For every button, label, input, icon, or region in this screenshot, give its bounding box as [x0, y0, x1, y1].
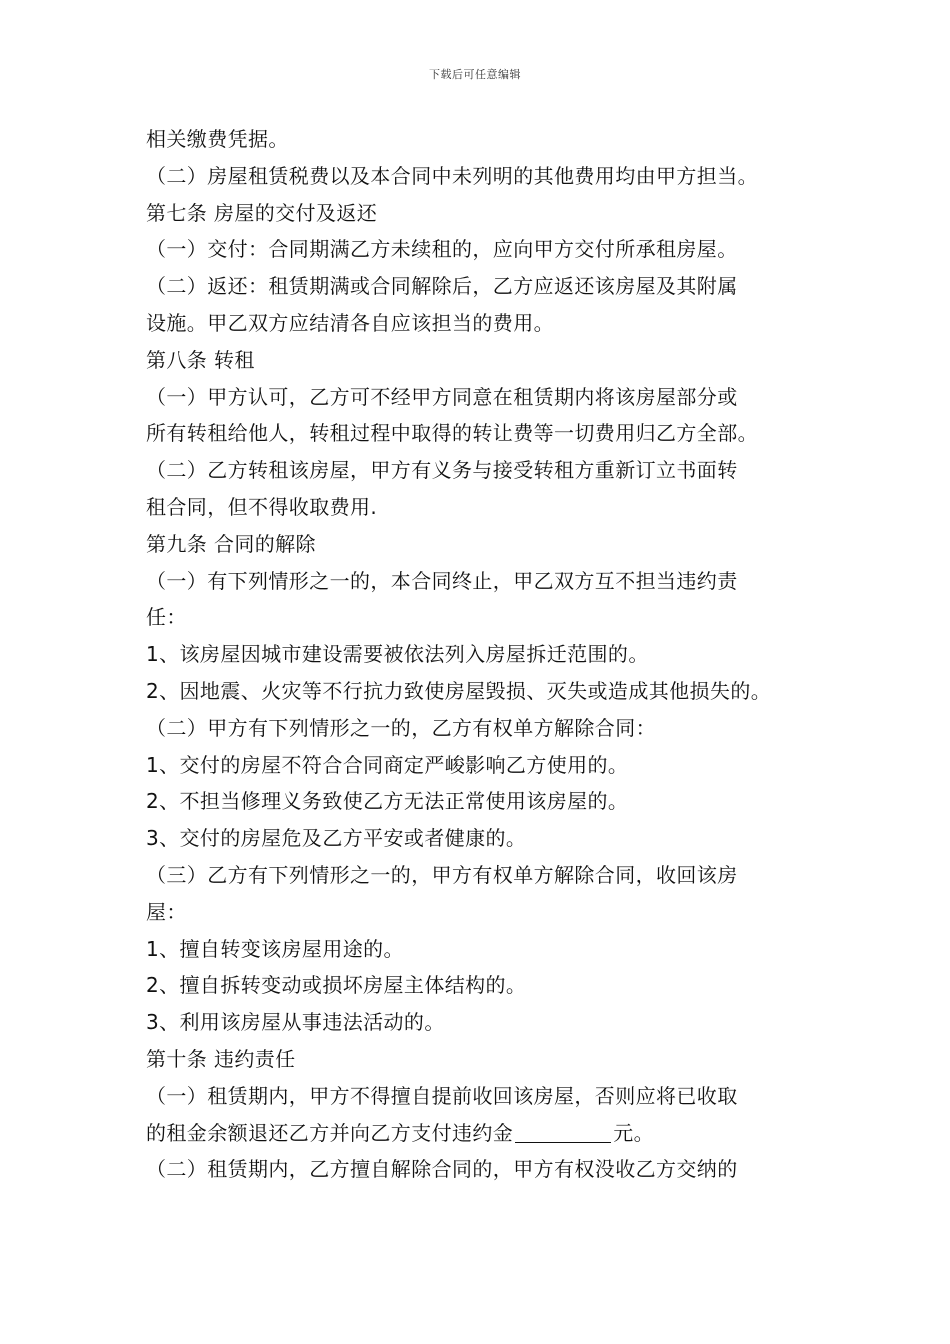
text-line: 屋：	[146, 899, 187, 924]
text-line: 3、利用该房屋从事违法活动的。	[146, 1010, 445, 1035]
text-line: （二）甲方有下列情形之一的，乙方有权单方解除合同：	[146, 715, 656, 740]
article-heading: 第八条 转租	[146, 347, 255, 372]
text-line: （三）乙方有下列情形之一的，甲方有权单方解除合同，收回该房	[146, 862, 738, 887]
text-line: 2、因地震、火灾等不行抗力致使房屋毁损、灭失或造成其他损失的。	[146, 678, 772, 703]
article-heading: 第十条 违约责任	[146, 1046, 296, 1071]
article-heading: 第九条 合同的解除	[146, 531, 316, 556]
text-line: （二）房屋租赁税费以及本合同中未列明的其他费用均由甲方担当。	[146, 163, 758, 188]
text-line: （二）返还：租赁期满或合同解除后，乙方应返还该房屋及其附属	[146, 274, 738, 299]
text-line: 1、擅自转变该房屋用途的。	[146, 936, 404, 961]
penalty-text-after: 元。	[613, 1120, 655, 1145]
text-line: （一）甲方认可，乙方可不经甲方同意在租赁期内将该房屋部分或	[146, 384, 738, 409]
text-line: （一）交付：合同期满乙方未续租的，应向甲方交付所承租房屋。	[146, 237, 738, 262]
text-line: 任：	[146, 605, 187, 630]
article-heading: 第七条 房屋的交付及返还	[146, 200, 378, 225]
text-line: （一）租赁期内，甲方不得擅自提前收回该房屋，否则应将已收取	[146, 1083, 738, 1108]
text-line: 1、交付的房屋不符合合同商定严峻影响乙方使用的。	[146, 752, 629, 777]
penalty-line	[146, 1115, 826, 1152]
text-line: 所有转租给他人，转租过程中取得的转让费等一切费用归乙方全部。	[146, 421, 758, 446]
text-line: 设施。甲乙双方应结清各自应该担当的费用。	[146, 310, 554, 335]
text-line: 2、擅自拆转变动或损坏房屋主体结构的。	[146, 973, 527, 998]
text-line: （二）租赁期内，乙方擅自解除合同的，甲方有权没收乙方交纳的	[146, 1157, 738, 1182]
text-line: 2、不担当修理义务致使乙方无法正常使用该房屋的。	[146, 789, 629, 814]
text-line: （一）有下列情形之一的，本合同终止，甲乙双方互不担当违约责	[146, 568, 738, 593]
text-line: （二）乙方转租该房屋，甲方有义务与接受转租方重新订立书面转	[146, 458, 738, 483]
page-header: 下载后可任意编辑	[429, 68, 521, 81]
text-line: 租合同，但不得收取费用.	[146, 494, 378, 519]
document-body	[146, 121, 826, 1188]
text-line: 相关缴费凭据。	[146, 127, 289, 151]
text-line: 1、该房屋因城市建设需要被依法列入房屋拆迁范围的。	[146, 642, 649, 667]
text-line: 3、交付的房屋危及乙方平安或者健康的。	[146, 826, 527, 851]
penalty-text-before: 的租金余额退还乙方并向乙方支付违约金	[146, 1120, 514, 1145]
amount-blank-field[interactable]	[515, 1118, 611, 1143]
